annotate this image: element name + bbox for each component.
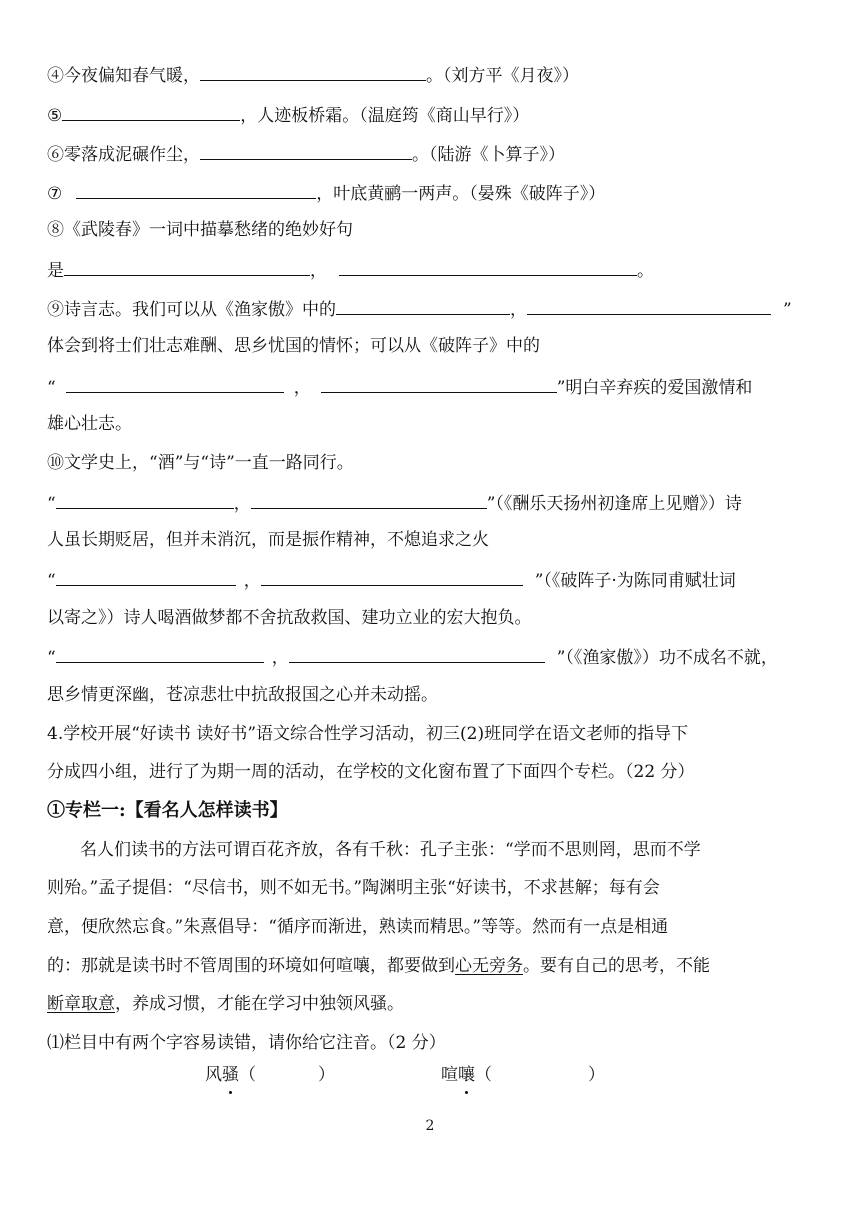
line-text: ， <box>310 261 327 281</box>
paren: ） <box>588 1065 605 1085</box>
fill-blank[interactable] <box>289 644 545 663</box>
poem-line-4 <box>47 62 579 88</box>
line-text: 4.学校开展“好读书 读好书”语文综合性学习活动，初三(2)班同学在语文老师的指导下 <box>47 724 689 744</box>
line-text: ，人迹板桥霜。（温庭筠《商山早行》） <box>240 106 530 126</box>
fill-blank[interactable] <box>62 102 240 121</box>
fill-blank[interactable] <box>64 257 310 276</box>
line-text: ， <box>293 378 311 398</box>
fill-blank[interactable] <box>66 374 284 393</box>
passage-line-2 <box>47 876 660 900</box>
pinyin-item-2 <box>441 1063 605 1087</box>
question-4-intro-1 <box>47 722 688 746</box>
dotted-char: 骚 <box>222 1065 239 1085</box>
char: 喧 <box>441 1065 458 1085</box>
line-text: ， <box>271 648 289 668</box>
fill-blank[interactable] <box>336 296 510 315</box>
fill-blank[interactable] <box>339 257 637 276</box>
underlined-phrase: 心无旁务 <box>455 956 523 976</box>
line-text: 思乡情更深幽，苍凉悲壮中抗敌报国之心并未动摇。 <box>47 685 438 705</box>
column-1-title <box>47 799 288 823</box>
fill-blank[interactable] <box>56 567 236 586</box>
passage-line-3 <box>47 915 668 939</box>
fill-blank[interactable] <box>527 296 771 315</box>
poem-line-5 <box>47 102 529 128</box>
poem-line-7 <box>47 180 605 206</box>
fill-blank[interactable] <box>56 490 234 509</box>
fill-blank[interactable] <box>56 644 264 663</box>
line-text: 体会到将士们壮志难酬、思乡忧国的情怀；可以从《破阵子》中的 <box>47 336 540 356</box>
poem-line-10f <box>47 644 778 670</box>
line-text: ⑩文学史上，“酒”与“诗”一直一路同行。 <box>47 453 354 473</box>
paren: ） <box>318 1065 335 1085</box>
line-text: 则殆。”孟子提倡：“尽信书，则不如无书。”陶渊明主张“好读书，不求甚解；每有会 <box>47 878 660 898</box>
fill-blank[interactable] <box>321 374 557 393</box>
line-text: 分成四小组，进行了为期一周的活动，在学校的文化窗布置了下面四个专栏。（22 分） <box>47 762 695 782</box>
underlined-phrase: 断章取意 <box>47 994 115 1014</box>
line-text: 。（刘方平《月夜》） <box>426 66 579 86</box>
line-text: ⑧《武陵春》一词中描摹愁绪的绝妙好句 <box>47 220 353 240</box>
passage-line-4 <box>47 954 710 978</box>
line-text: ，养成习惯，才能在学习中独领风骚。 <box>115 994 404 1014</box>
fill-blank[interactable] <box>261 567 523 586</box>
line-text: ⑤ <box>47 106 63 126</box>
passage-line-1 <box>80 838 701 862</box>
fill-blank[interactable] <box>200 141 412 160</box>
line-text: 雄心壮志。 <box>47 414 132 434</box>
pinyin-item-1 <box>205 1063 335 1087</box>
poem-line-10c <box>47 528 489 552</box>
line-text: “ <box>47 494 56 514</box>
line-text: 意，便欣然忘食。”朱熹倡导：“循序而渐进，熟读而精思。”等等。然而有一点是相通 <box>47 917 669 937</box>
poem-line-9a <box>47 296 792 322</box>
dotted-char: 嚷 <box>458 1065 475 1085</box>
line-text: ” <box>783 300 792 320</box>
line-text: ”明白辛弃疾的爱国激情和 <box>556 378 753 398</box>
line-text: 以寄之》）诗人喝酒做梦都不舍抗敌救国、建功立业的宏大抱负。 <box>47 608 532 628</box>
fill-blank[interactable] <box>251 490 487 509</box>
line-text: ④今夜偏知春气暖， <box>47 66 200 86</box>
poem-line-10a <box>47 451 354 475</box>
line-text: 。（陆游《卜算子》） <box>412 145 565 165</box>
poem-line-9d <box>47 412 132 436</box>
char: 风 <box>205 1065 222 1085</box>
paren: （ <box>239 1065 256 1085</box>
line-text: “ <box>47 378 56 398</box>
passage-line-5 <box>47 992 404 1016</box>
sub-question-1 <box>47 1031 446 1055</box>
poem-line-8b <box>47 257 654 283</box>
line-text: ， <box>243 571 261 591</box>
line-text: ⑥零落成泥碾作尘， <box>47 145 200 165</box>
poem-line-9c <box>47 374 752 400</box>
line-text: 是 <box>47 261 64 281</box>
line-text: “ <box>47 571 56 591</box>
line-text: ， <box>510 300 527 320</box>
page-number: 2 <box>425 1118 435 1134</box>
poem-line-8a <box>47 218 353 242</box>
poem-line-9b <box>47 334 540 358</box>
line-text: 人虽长期贬居，但并未消沉，而是振作精神，不熄追求之火 <box>47 530 489 550</box>
poem-line-10d <box>47 567 736 593</box>
line-text: ，叶底黄鹂一两声。（晏殊《破阵子》） <box>316 184 606 204</box>
line-text: ⑨诗言志。我们可以从《渔家傲》中的 <box>47 300 336 320</box>
line-text: 的：那就是读书时不管周围的环境如何喧嚷，都要做到 <box>47 956 455 976</box>
line-text: 。要有自己的思考，不能 <box>523 956 710 976</box>
line-text: ⑦ <box>47 184 63 204</box>
poem-line-10b <box>47 490 742 516</box>
question-4-intro-2 <box>47 760 695 784</box>
line-text: “ <box>47 648 56 668</box>
line-text: 。 <box>637 261 654 281</box>
line-text: ⑴栏目中有两个字容易读错，请你给它注音。（2 分） <box>47 1033 446 1053</box>
poem-line-10e <box>47 606 532 630</box>
line-text: ， <box>233 494 251 514</box>
line-text: ”（《渔家傲》）功不成名不就， <box>556 648 778 668</box>
paren: （ <box>475 1065 492 1085</box>
line-text: ”（《酬乐天扬州初逢席上见赠》）诗 <box>486 494 742 514</box>
fill-blank[interactable] <box>76 180 316 199</box>
poem-line-6 <box>47 141 565 167</box>
poem-line-10g <box>47 683 438 707</box>
fill-blank[interactable] <box>200 62 426 81</box>
line-text: ”（《破阵子·为陈同甫赋壮词 <box>534 571 736 591</box>
line-text: 名人们读书的方法可谓百花齐放，各有千秋：孔子主张：“学而不思则罔，思而不学 <box>80 840 701 860</box>
section-heading: ①专栏一:【看名人怎样读书】 <box>47 800 288 821</box>
